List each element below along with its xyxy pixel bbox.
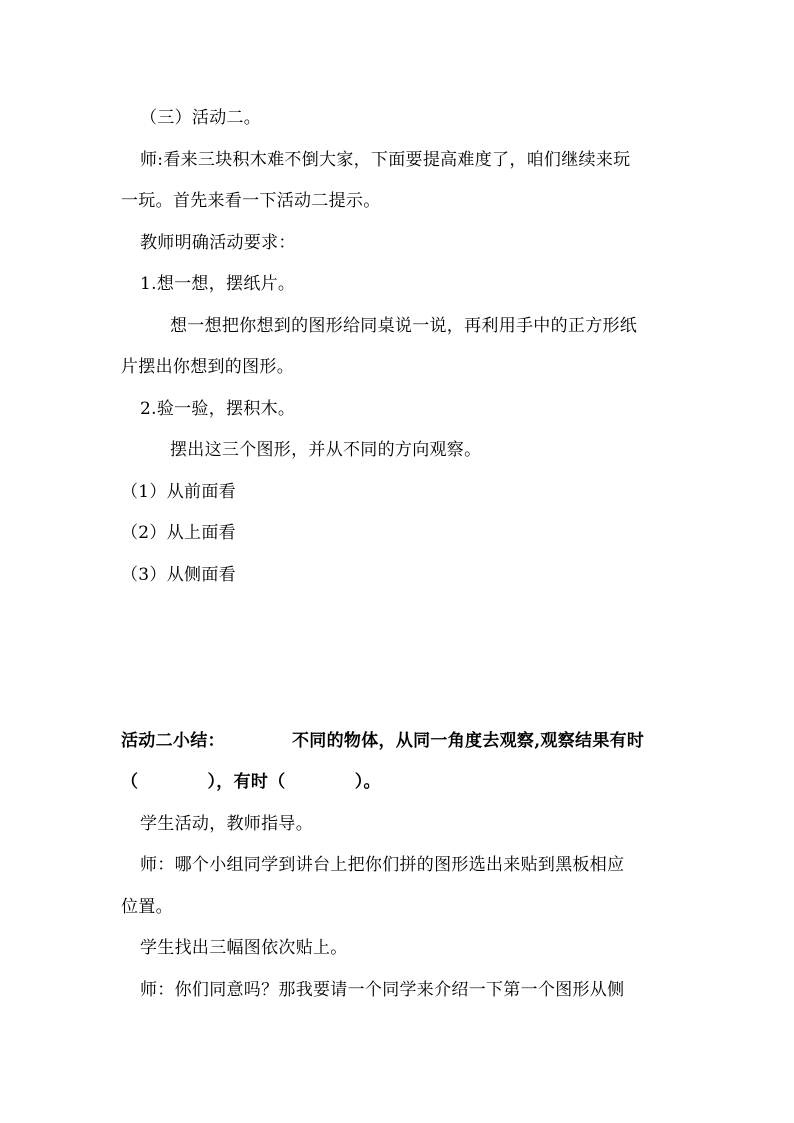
step-2-title: 2.验一验，摆积木。 xyxy=(140,399,296,419)
teacher-question-line-2: 位置。 xyxy=(121,897,173,917)
section-heading: （三）活动二。 xyxy=(140,108,262,128)
view-option-front: （1）从前面看 xyxy=(121,482,236,502)
teacher-intro-line-2: 一玩。首先来看一下活动二提示。 xyxy=(121,191,381,211)
teacher-followup: 师：你们同意吗？那我要请一个同学来介绍一下第一个图形从侧 xyxy=(140,980,625,1000)
summary-text-line-1: 不同的物体，从同一角度去观察,观察结果有时 xyxy=(292,731,645,751)
step-1-title: 1.想一想，摆纸片。 xyxy=(140,274,296,294)
summary-label: 活动二小结： xyxy=(121,731,225,751)
step-1-description-line-1: 想一想把你想到的图形给同桌说一说，再利用手中的正方形纸 xyxy=(170,316,638,336)
student-action: 学生找出三幅图依次贴上。 xyxy=(140,938,348,958)
requirements-intro: 教师明确活动要求： xyxy=(140,233,296,253)
teacher-intro-line-1: 师:看来三块积木难不倒大家，下面要提高难度了，咱们继续来玩 xyxy=(140,150,631,170)
summary-text-line-2: （ ），有时（ ）。 xyxy=(121,772,381,792)
teacher-question-line-1: 师：哪个小组同学到讲台上把你们拼的图形选出来贴到黑板相应 xyxy=(140,855,625,875)
student-activity: 学生活动，教师指导。 xyxy=(140,814,313,834)
view-option-top: （2）从上面看 xyxy=(121,523,236,543)
view-option-side: （3）从侧面看 xyxy=(121,565,236,585)
step-1-description-line-2: 片摆出你想到的图形。 xyxy=(121,357,294,377)
step-2-description: 摆出这三个图形，并从不同的方向观察。 xyxy=(170,440,482,460)
